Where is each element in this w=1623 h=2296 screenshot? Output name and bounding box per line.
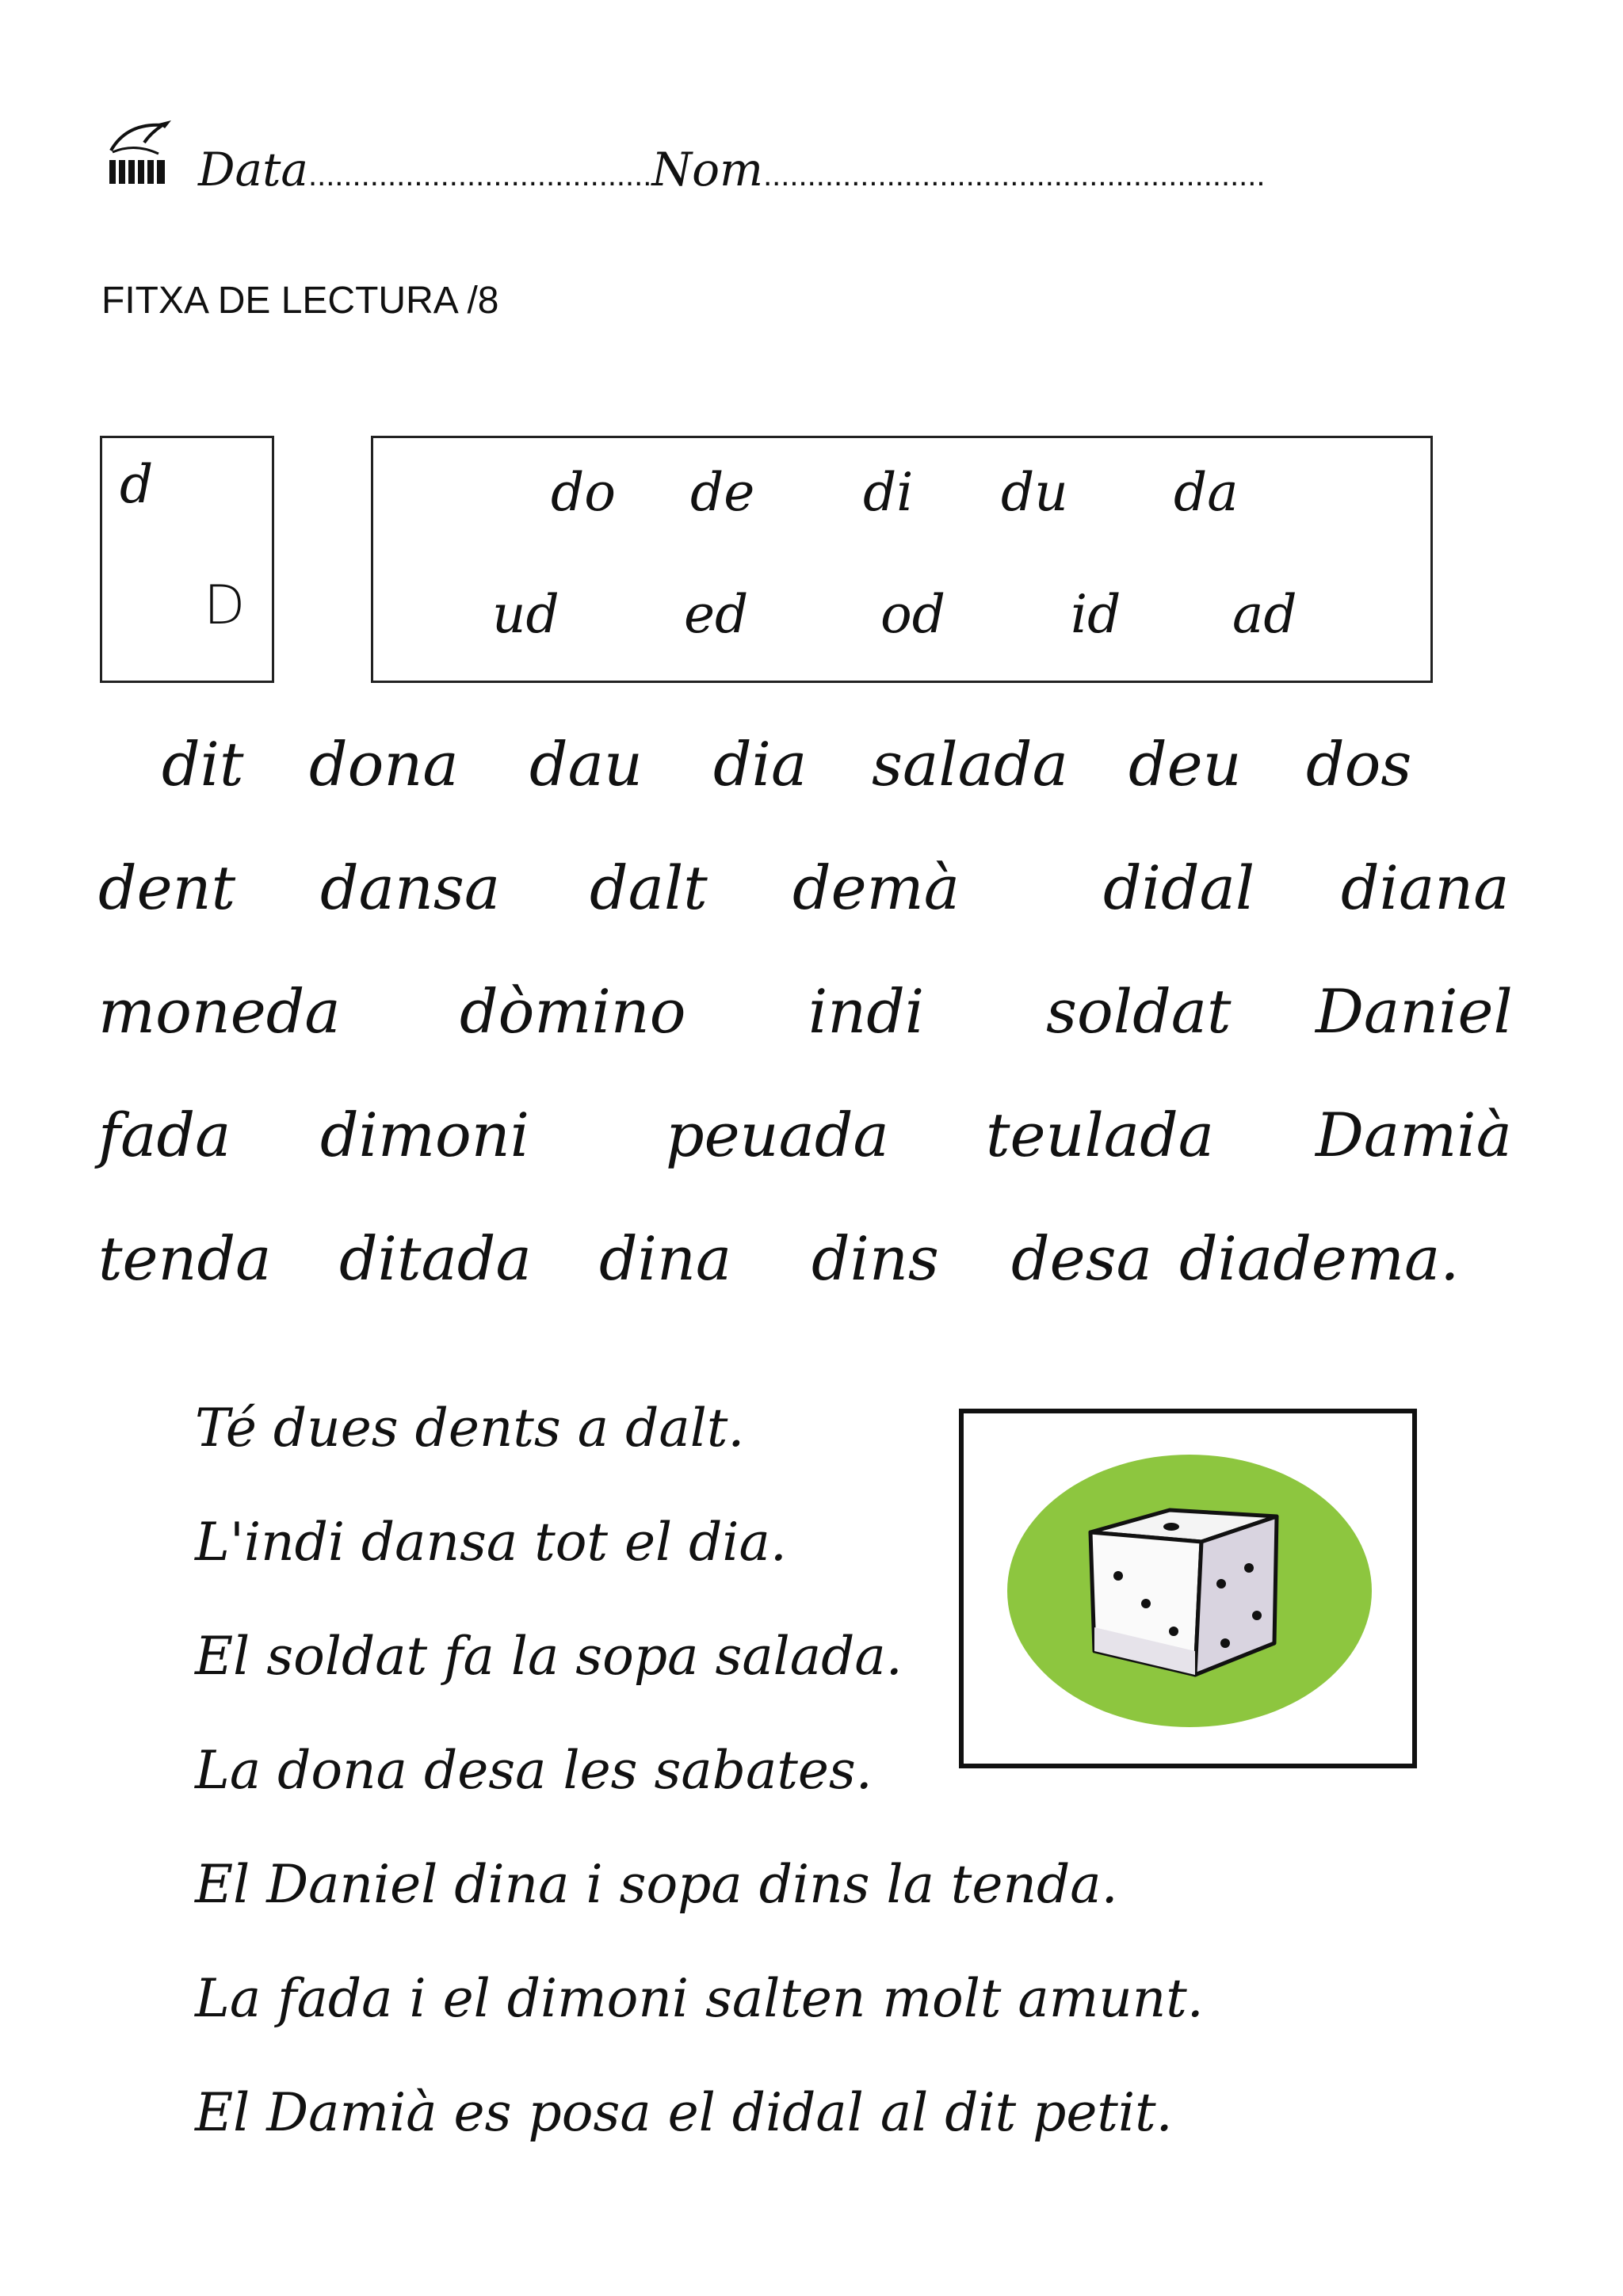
dice-icon <box>964 1413 1412 1764</box>
word: peuada <box>666 1100 889 1170</box>
syllable-box <box>371 436 1433 683</box>
syllable: di <box>863 462 914 523</box>
word: salada <box>872 729 1068 799</box>
word: fada <box>98 1100 231 1170</box>
word: diadema. <box>1179 1223 1460 1294</box>
sentence: Té dues dents a dalt. <box>195 1398 745 1459</box>
word: dins <box>812 1223 939 1294</box>
date-label: Data <box>198 143 308 196</box>
word: desa <box>1011 1223 1152 1294</box>
piano-bird-logo-icon <box>103 119 174 198</box>
word: soldat <box>1046 976 1232 1047</box>
word: indi <box>808 976 925 1047</box>
word: moneda <box>98 976 341 1047</box>
word: dòmino <box>460 976 686 1047</box>
syllable: id <box>1071 584 1121 645</box>
syllable: da <box>1174 462 1239 523</box>
date-field[interactable]: ....................................... <box>307 158 652 193</box>
word: dimoni <box>320 1100 530 1170</box>
header <box>103 119 1529 206</box>
uppercase-letter: D <box>204 574 246 637</box>
syllable: ud <box>492 584 559 645</box>
syllable: ad <box>1232 584 1297 645</box>
word: dina <box>599 1223 732 1294</box>
sheet-title: FITXA DE LECTURA /8 <box>101 280 499 322</box>
word: Damià <box>1316 1100 1512 1170</box>
word: deu <box>1128 729 1242 799</box>
word: teulada <box>986 1100 1215 1170</box>
word: demà <box>792 852 960 923</box>
word: dent <box>98 852 236 923</box>
sentence: El Damià es posa el didal al dit petit. <box>195 2082 1173 2143</box>
syllable: ed <box>684 584 749 645</box>
word: Daniel <box>1316 976 1513 1047</box>
word: dau <box>529 729 643 799</box>
word: diana <box>1341 852 1510 923</box>
sentence: La dona desa les sabates. <box>195 1740 873 1801</box>
sentence: El Daniel dina i sopa dins la tenda. <box>195 1854 1118 1915</box>
name-label: Nom <box>651 143 764 196</box>
word: didal <box>1103 852 1255 923</box>
syllable: do <box>551 462 616 523</box>
syllable: od <box>880 584 945 645</box>
lowercase-letter: d <box>120 454 154 515</box>
word: dansa <box>320 852 501 923</box>
word: dalt <box>590 852 708 923</box>
picture-frame <box>959 1409 1417 1768</box>
name-field[interactable]: ......................................................... <box>763 158 1266 193</box>
word: dit <box>162 729 244 799</box>
syllable: du <box>1001 462 1068 523</box>
word: dia <box>713 729 808 799</box>
word: dos <box>1306 729 1412 799</box>
sentence: La fada i el dimoni salten molt amunt. <box>195 1968 1204 2029</box>
word: dona <box>309 729 459 799</box>
sentence: L'indi dansa tot el dia. <box>195 1512 787 1573</box>
syllable: de <box>690 462 755 523</box>
sentence: El soldat fa la sopa salada. <box>195 1626 903 1687</box>
letter-box <box>100 436 274 683</box>
word: tenda <box>98 1223 272 1294</box>
word: ditada <box>339 1223 532 1294</box>
header-line <box>198 143 1266 196</box>
